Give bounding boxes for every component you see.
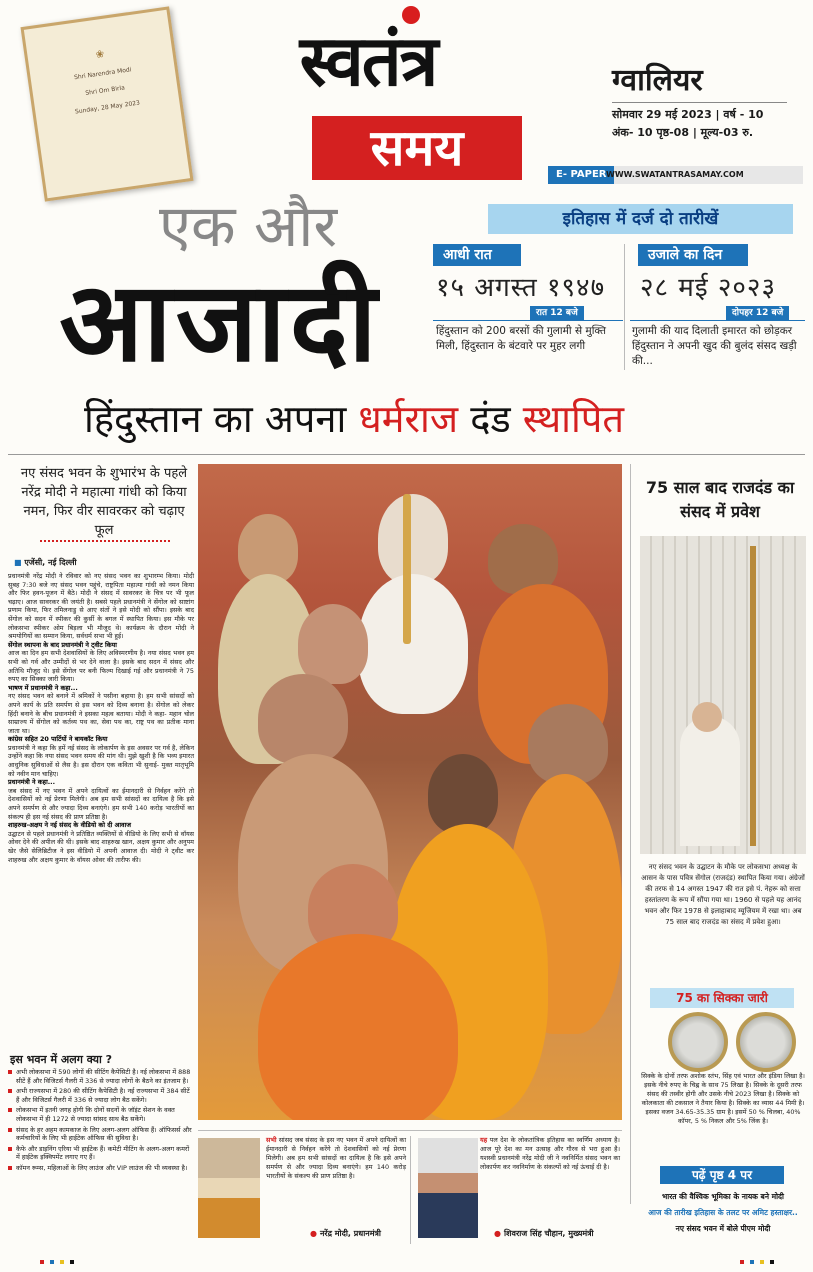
right-date: २८ मई २०२३ xyxy=(640,273,776,303)
city-name: ग्वालियर xyxy=(612,63,703,98)
invite-line1: Shri Narendra Modi xyxy=(73,66,132,82)
lead-para1: प्रधानमंत्री नरेंद्र मोदी ने रविवार को नए संसद भवन का शुभारम्भ किया। मोदी सुबह 7:30 बजे नए संसद भवन पहुंचे, राष्ट्रपिता महात्मा गांधी को नमन किया और फिर हवन-पूजन में बैठे। मोदी ने संसद में सावरकर के चित्र पर भी फूल चढ़ाए। आज सावरकर की जयंती है। सबसे पहले प्रधानमंत्री ने सेंगोल को साष्टांग प्रणाम किया, फिर तमिलनाडु से आए संतों ने इसे मोदी को सौंपा। इसके बाद सेंगोल को सदन में स्पीकर की कुर्सी के बगल में स्थापित किया। इस मौके पर लोकसभा स्पीकर ओम बिड़ला भी मौजूद थे। कार्यक्रम के दौरान मोदी ने श्रमयोगियों का सम्मान किया, सर्वधर्म सभा भी हुई। xyxy=(8,572,194,641)
coin-text: सिक्के के दोनों तरफ अशोक स्तंभ, सिंह एवं भारत और इंडिया लिखा है। इसके नीचे रुपए के चिह्न के साथ 75 लिखा है। सिक्के के दूसरी तरफ संसद की तस्वीर होगी और उसके नीचे 2023 लिखा है। सिक्के को कोलकाता की टकसाल ने तैयार किया है। सिक्के का व्यास 44 मिमी है। इसका वजन 34.65-35.35 ग्राम है। इसमें 50 % चिलबा, 40% कॉपर, 5 % निकल और 5% जिंक है। xyxy=(641,1072,805,1125)
itihas-title: इतिहास में दर्ज दो तारीखें xyxy=(488,204,793,234)
registration-mark xyxy=(750,1260,754,1264)
byline xyxy=(14,557,77,568)
right-date-label: उजाले का दिन xyxy=(638,244,748,266)
page-ref[interactable]: पढ़ें पृष्ठ 4 पर xyxy=(660,1166,784,1184)
registration-mark xyxy=(40,1260,44,1264)
quote-modi-text: सांसद जब संसद के इस नए भवन में अपने दायित्वों का ईमानदारी से निर्वहन करेंगे तो देशवासियों को नई प्रेरणा मिलेगी। अब हम सभी सांसदों का दायित्व है कि इसे अपने समर्पण से और ज्यादा दिव्य बनाएंगे। हम 140 करोड़ भारतीयों के संकल्प की प्राण प्रतिष्ठा है। xyxy=(266,1136,406,1180)
teaser2: आज की तारीख इतिहास के तलट पर अमिट हस्ताक्षर.. xyxy=(648,1208,798,1217)
invite-line2: Shri Om Birla xyxy=(84,84,126,97)
quote-shivraj xyxy=(480,1136,620,1172)
bullet-list xyxy=(8,1068,194,1175)
quote-shivraj-text: पल देश के लोकतांत्रिक इतिहास का स्वर्णिम अध्याय है। आज पूरे देश का मन उत्साह और गौरव से भरा हुआ है। यशस्वी प्रधानमंत्री नरेंद्र मोदी जी ने नवनिर्मित संसद भवन का लोकार्पण कर नवनिर्माण के संकल्पों को नई ऊंचाई दी है। xyxy=(480,1136,620,1171)
quotes-divider-vertical xyxy=(410,1136,411,1244)
lead-para6: उद्घाटन से पहले प्रधानमंत्री ने प्रतिष्ठित व्यक्तियों से वीडियो के लिए सभी से वॉयस ओवर देने की अपील की थी। इसके बाद शाहरुख खान, अक्षय कुमार और अनुपम खेर जैसे सेलिब्रिटीज ने इस वीडियो में अपनी आवाज दी। मोदी ने ट्वीट कर शाहरुख और अक्षय कुमार के वॉयस ओवर की तारीफ की। xyxy=(8,829,194,864)
lead-para5: जब संसद में नए भवन में अपने दायित्वों का ईमानदारी से निर्वहन करेंगे तो देशवासियों को नई प्रेरणा मिलेगी। अब हम सभी सांसदों का दायित्व है कि इसे अपने समर्पण से और ज्यादा दिव्य बनाएंगे। हम सभी 140 करोड़ भारतीयों का संकल्प ही इस नई संसद की प्राण प्रतिष्ठा है। xyxy=(8,786,194,821)
bullet-item: कैफे और डाइनिंग एरिया भी हाईटेक हैं। कमेटी मीटिंग के अलग-अलग कमरों में हाईटेक इक्विपमेंट लगाए गए हैं। xyxy=(8,1145,194,1162)
headline-main: आजादी xyxy=(59,258,381,386)
lead-para2: आज का दिन हम सभी देशवासियों के लिए अविस्मरणीय है। नया संसद भवन हम सभी को गर्व और उम्मीदों से भर देने वाला है। इसके बाद सदन में संसद और अतिथि मौजूद थे। इसे सेंगोल पर बनी फिल्म दिखाई गई और प्रधानमंत्री ने 75 रुपए का सिक्का जारी किया। xyxy=(8,649,194,684)
registration-mark xyxy=(760,1260,764,1264)
registration-mark xyxy=(50,1260,54,1264)
bullet-item: अभी लोकसभा में 590 लोगों की सीटिंग कैपेसिटी है। नई लोकसभा में 888 सीटें हैं और विजिटर्स गैलरी में 336 से ज्यादा लोगों के बैठने का इंतजाम है। xyxy=(8,1068,194,1085)
sub-headline-part4: स्थापित xyxy=(522,397,625,441)
left-date-text: हिंदुस्तान को 200 बरसों की गुलामी से मुक्ति मिली, हिंदुस्तान के बंटवारे पर मुहर लगी xyxy=(436,325,607,352)
right-column-divider xyxy=(630,464,631,1204)
sub-headline xyxy=(84,394,744,444)
lead-para3: नए संसद भवन को बनाने में श्रमिकों ने पसीना बहाया है। हम सभी सांसदों को अपने कार्य के प्रति समर्पण से इस भवन को दिव्य बनाना है। सेंगोल को लेकर हिंदी बनाने के बीच प्रधानमंत्री ने इसका महत्व बताया। मोदी ने कहा- महान चोल साम्राज्य में सेंगोल को कर्तव्य पथ का, सेवा पथ का, राष्ट्र पथ का प्रतीक माना जाता था। xyxy=(8,692,194,735)
lead-body xyxy=(8,572,194,864)
coin-back-image xyxy=(736,1012,796,1072)
invitation-card-image: ❀ Shri Narendra Modi Shri Om Birla Sunday, 28 May 2023 xyxy=(20,6,193,201)
coin-front-image xyxy=(668,1012,728,1072)
teaser1: भारत की वैश्विक भूमिका के नायक बने मोदी xyxy=(662,1192,784,1201)
masthead-subtitle-box: समय xyxy=(312,116,522,180)
quote-shivraj-caption: ● शिवराज सिंह चौहान, मुख्यमंत्री xyxy=(494,1228,594,1239)
quotes-divider xyxy=(198,1130,622,1131)
registration-mark xyxy=(770,1260,774,1264)
bullet-item: लोकसभा में इतनी जगह होगी कि दोनों सदनों के जॉइंट सेशन के वक्त लोकसभा में ही 1272 से ज्यादा सांसद साथ बैठ सकेंगे। xyxy=(8,1106,194,1123)
byline-marker: ■ xyxy=(14,558,25,567)
quote-shivraj-lead: यह xyxy=(480,1136,488,1144)
date-box-divider xyxy=(624,244,625,370)
left-time: रात 12 बजे xyxy=(530,306,584,320)
lead-sub5: शाहरुख-अक्षय ने नई संसद के वीडियो को दी आवाज xyxy=(8,821,131,830)
right-date-text: गुलामी की याद दिलाती इमारत को छोड़कर हिंदुस्तान ने अपनी खुद की बुलंद संसद खड़ी की... xyxy=(632,325,797,367)
date-line2: अंक- 10 पृष्ठ-08 | मूल्य-03 रु. xyxy=(612,126,754,139)
quote-modi-caption: ● नरेंद्र मोदी, प्रधानमंत्री xyxy=(310,1228,381,1239)
quote-modi xyxy=(266,1136,406,1181)
main-photo-procession xyxy=(198,464,622,1120)
lead-sub3: कांग्रेस सहित 20 पार्टियों ने बायकॉट किया xyxy=(8,735,108,744)
registration-mark xyxy=(70,1260,74,1264)
teaser3: नए संसद भवन में बोले पीएम मोदी xyxy=(675,1224,771,1233)
left-divider xyxy=(433,320,623,321)
lead-sub2: भाषण में प्रधानमंत्री ने कहा... xyxy=(8,683,78,692)
website-link[interactable]: WWW.SWATANTRASAMAY.COM xyxy=(606,170,744,179)
registration-mark xyxy=(740,1260,744,1264)
date-line1: सोमवार 29 मई 2023 | वर्ष - 10 xyxy=(612,108,764,121)
masthead-title: स्वतंत्र xyxy=(299,19,437,102)
sub-headline-part2: धर्मराज xyxy=(358,397,459,441)
coin-title: 75 का सिक्का जारी xyxy=(650,988,794,1008)
headline-top: एक और xyxy=(158,192,338,260)
modi-photo xyxy=(198,1138,260,1238)
lead-intro: नए संसद भवन के शुभारंभ के पहले नरेंद्र मोदी ने महात्मा गांधी को किया नमन, फिर वीर सावरकर को चढ़ाए फूल xyxy=(20,466,188,538)
lead-separator xyxy=(40,540,170,542)
epaper-tag: E- PAPER xyxy=(548,166,614,184)
sub-headline-part1: हिंदुस्तान का अपना xyxy=(84,397,347,441)
shivraj-photo xyxy=(418,1138,478,1238)
sengol-photo xyxy=(640,536,806,854)
bullet-item: संसद के हर अहम कामकाज के लिए अलग-अलग ऑफिस हैं। ऑफिसर्स और कर्मचारियों के लिए भी हाईटेक ऑफिस की सुविधा है। xyxy=(8,1126,194,1143)
epaper-bar xyxy=(548,166,803,184)
quote-modi-lead: सभी xyxy=(266,1136,277,1144)
lead-para4: प्रधानमंत्री ने कहा कि हमें नई संसद के लोकार्पण के इस अवसर पर गर्व है, लेकिन उन्होंने कहा कि नया संसद भवन समय की मांग थी। मुझे खुशी है कि भव्य इमारत आधुनिक सुविधाओं से लैस है। इस दौरान एक कविता भी सुनाई- मुक्त मातृभूमि को नवीन मान चाहिए। xyxy=(8,743,194,778)
registration-mark xyxy=(60,1260,64,1264)
bullet-item: अभी राज्यसभा में 280 की सीटिंग कैपेसिटी है। नई राज्यसभा में 384 सीटें हैं और विजिटर्स गैलरी में 336 से ज्यादा लोग बैठ सकेंगे। xyxy=(8,1087,194,1104)
right-text: नए संसद भवन के उद्घाटन के मौके पर लोकसभा अध्यक्ष के आसन के पास पवित्र सेंगोल (राजदंड) स्थापित किया गया। अंग्रेजों की तरफ से 14 अगस्त 1947 की रात इसे पं. नेहरू को सत्ता हस्तांतरण के रूप में सौंपा गया था। 1960 से पहले यह आनंद भवन और फिर 1978 से इलाहाबाद म्यूजियम में रखा था। अब 75 साल बाद राजदंड का संसद में प्रवेश हुआ। xyxy=(641,863,805,926)
right-headline: 75 साल बाद राजदंड का संसद में प्रवेश xyxy=(645,478,795,521)
invite-line3: Sunday, 28 May 2023 xyxy=(74,99,141,116)
dateline xyxy=(612,102,787,142)
bullets-title: इस भवन में अलग क्या ? xyxy=(10,1053,113,1066)
right-time: दोपहर 12 बजे xyxy=(726,306,789,320)
left-date-label: आधी रात xyxy=(433,244,521,266)
section-divider xyxy=(8,454,805,455)
sub-headline-part3: दंड xyxy=(470,397,511,441)
byline-text: एजेंसी, नई दिल्ली xyxy=(24,558,77,567)
left-date: १५ अगस्त १९४७ xyxy=(436,273,606,303)
lead-sub4: प्रधानमंत्री ने कहा... xyxy=(8,778,56,787)
right-divider xyxy=(630,320,805,321)
bullet-item: कॉमन रूम्स, महिलाओं के लिए लाउंज और VIP लाउंज की भी व्यवस्था है। xyxy=(8,1164,194,1173)
lead-sub1: सेंगोल स्थापना के बाद प्रधानमंत्री ने ट्वीट किया xyxy=(8,640,117,649)
